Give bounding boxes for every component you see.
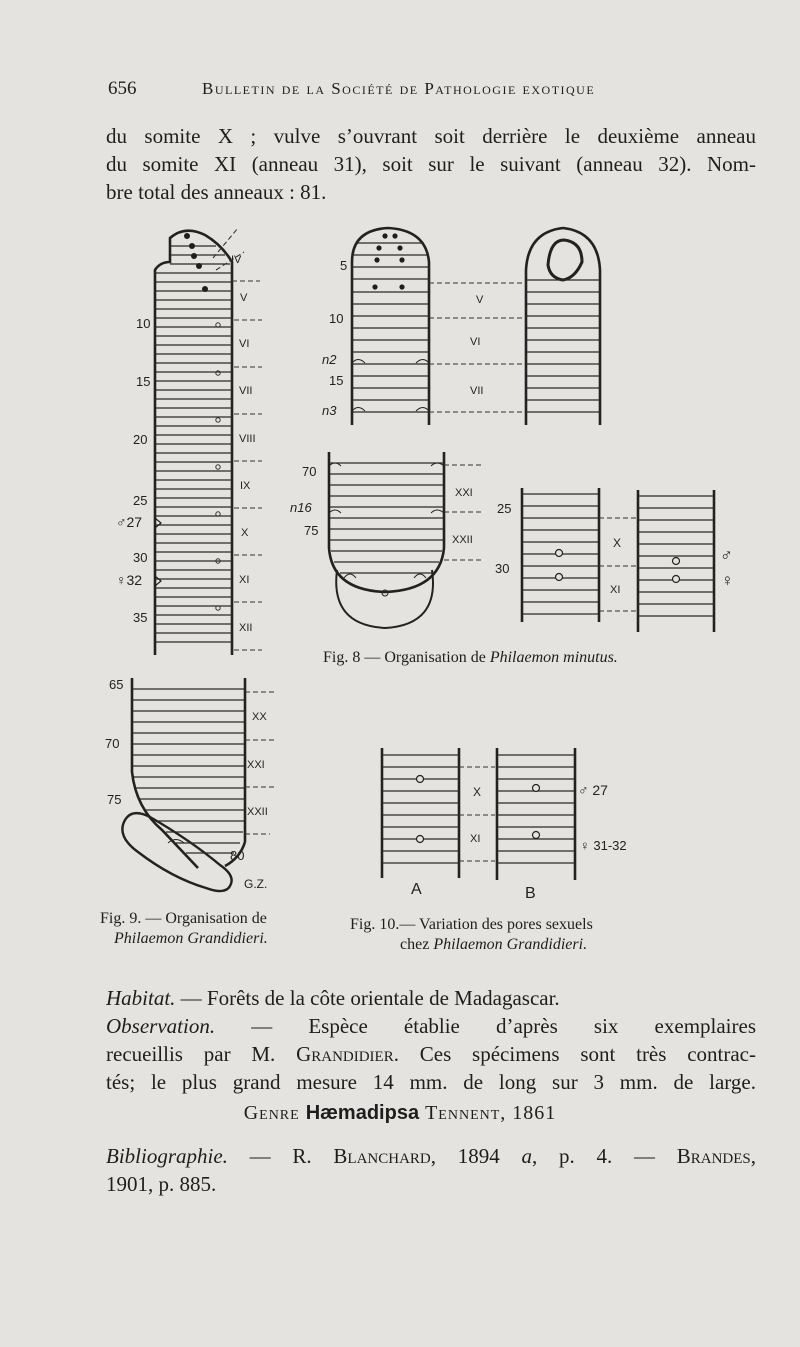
bibliography-label: Bibliographie.	[106, 1144, 228, 1168]
annulus-label: 80	[230, 848, 245, 863]
variant-label-a: A	[411, 881, 422, 898]
bibliography-text: , p. 4. —	[532, 1144, 677, 1168]
somite-label: VI	[470, 336, 481, 348]
somite-label: IV	[231, 254, 242, 266]
annulus-label: 75	[304, 523, 319, 538]
intro-line: bre total des anneaux : 81.	[106, 180, 327, 204]
somite-label: V	[476, 294, 484, 306]
fig8-caption-species: Philaemon minutus.	[489, 649, 618, 666]
fig9-caption	[100, 909, 268, 949]
female-pore-label: ♀ 31-32	[580, 838, 627, 853]
habitat-text: — Forêts de la côte orientale de Madagascar.	[175, 986, 560, 1010]
habitat-paragraph	[106, 986, 560, 1011]
annulus-label: 35	[133, 610, 148, 625]
fig8-middle-drawing	[522, 488, 714, 632]
bibliography-line1	[106, 1144, 756, 1169]
annulus-label: 70	[302, 464, 317, 479]
annulus-label: 10	[329, 311, 344, 326]
fig9-caption-line2	[100, 929, 268, 949]
fig8-head-drawing	[352, 228, 523, 425]
annulus-label: n3	[322, 403, 337, 418]
genre-word: Genre	[243, 1102, 300, 1124]
genus-year: , 1861	[500, 1102, 557, 1124]
bibliography-author: Blanchard	[333, 1144, 431, 1168]
fig8-middle-labels	[495, 501, 734, 596]
female-symbol: ♀	[721, 571, 734, 590]
gz-label: G.Z.	[244, 877, 268, 891]
fig10-caption-prefix: chez	[400, 936, 434, 953]
fig10-caption	[350, 915, 593, 955]
somite-label: XXI	[455, 487, 473, 499]
annulus-label: 20	[133, 432, 148, 447]
fig9-labels	[105, 677, 268, 891]
somite-label: IX	[240, 480, 251, 492]
annulus-label: 25	[497, 501, 512, 516]
somite-label: VII	[239, 385, 253, 397]
genus-heading	[0, 1102, 800, 1125]
somite-label: XII	[239, 622, 253, 634]
bibliography-text: ,	[750, 1144, 757, 1168]
male-pore-label: ♂ 27	[578, 782, 608, 798]
fig10-caption-line1: Fig. 10.— Variation des pores sexuels	[350, 916, 593, 933]
collector-name: Grandidier	[296, 1042, 394, 1066]
observation-line1	[106, 1014, 756, 1039]
observation-text: — Espèce établie d’après six exemplaires	[215, 1014, 756, 1038]
fig10-labels	[411, 782, 627, 902]
somite-label: XI	[239, 574, 250, 586]
annulus-label: 65	[109, 677, 124, 692]
somite-label: X	[613, 536, 622, 550]
somite-label: VI	[239, 338, 250, 350]
fig8-ventral-head-drawing	[526, 228, 600, 425]
somite-label: XI	[610, 584, 621, 596]
somite-label: VIII	[239, 433, 256, 445]
variant-label-b: B	[525, 885, 536, 902]
fig8-head-labels	[322, 258, 484, 418]
annulus-label: n2	[322, 352, 337, 367]
somite-label: XXII	[452, 534, 473, 546]
intro-line: du somite X ; vulve s’ouvrant soit derrière le deuxième anneau	[106, 124, 756, 148]
bibliography-line2: 1901, p. 885.	[106, 1172, 217, 1196]
somite-label: XXI	[247, 759, 265, 771]
female-pore-label: ♀32	[116, 572, 143, 588]
fig10-drawing	[382, 748, 575, 880]
annulus-label: 75	[107, 792, 122, 807]
fig10-caption-species: Philaemon Grandidieri.	[433, 936, 588, 953]
somite-label: XX	[252, 711, 267, 723]
fig8-caption	[323, 648, 618, 668]
page-number: 656	[108, 78, 137, 99]
annulus-label: n16	[290, 500, 312, 515]
annulus-label: 30	[495, 561, 510, 576]
habitat-label: Habitat.	[106, 986, 176, 1010]
bibliography-author: Brandes	[676, 1144, 751, 1168]
annulus-label: 5	[340, 258, 348, 273]
bibliography-text: a	[521, 1144, 533, 1168]
annulus-label: 15	[329, 373, 344, 388]
observation-text: . Ces spécimens sont très contrac-	[393, 1042, 756, 1066]
somite-label: X	[473, 785, 482, 799]
fig9-caption-species: Philaemon Grandidieri.	[114, 930, 268, 947]
intro-line: du somite XI (anneau 31), soit sur le suivant (anneau 32). Nom-	[106, 152, 756, 176]
fig9-drawing	[122, 678, 275, 891]
annulus-label: 15	[136, 374, 151, 389]
observation-label: Observation.	[106, 1014, 216, 1038]
somite-label: XI	[470, 833, 481, 845]
somite-label: VII	[470, 385, 484, 397]
male-symbol: ♂	[720, 546, 733, 565]
genus-name: Hæmadipsa	[305, 1102, 420, 1124]
somite-label: X	[241, 527, 249, 539]
observation-text: recueillis par M.	[106, 1042, 297, 1066]
annulus-label: 30	[133, 550, 148, 565]
running-head: Bulletin de la Société de Pathologie exotique	[202, 79, 596, 98]
observation-line2	[106, 1042, 756, 1067]
observation-line3: tés; le plus grand mesure 14 mm. de long sur 3 mm. de large.	[106, 1070, 756, 1094]
annulus-label: 10	[136, 316, 151, 331]
somite-label: V	[240, 292, 248, 304]
genus-author: Tennent	[425, 1102, 501, 1124]
bibliography-text: — R.	[227, 1144, 334, 1168]
fig10-caption-line2	[350, 935, 593, 955]
bibliography-text: , 1894	[430, 1144, 522, 1168]
fig8-tail-labels	[290, 464, 473, 546]
fig9-caption-line1: Fig. 9. — Organisation de	[100, 910, 267, 927]
annulus-label: 70	[105, 736, 120, 751]
annulus-label: 25	[133, 493, 148, 508]
male-pore-label: ♂27	[116, 514, 143, 530]
somite-label: XXII	[247, 806, 268, 818]
fig8-caption-prefix: Fig. 8 — Organisation de	[323, 649, 490, 666]
